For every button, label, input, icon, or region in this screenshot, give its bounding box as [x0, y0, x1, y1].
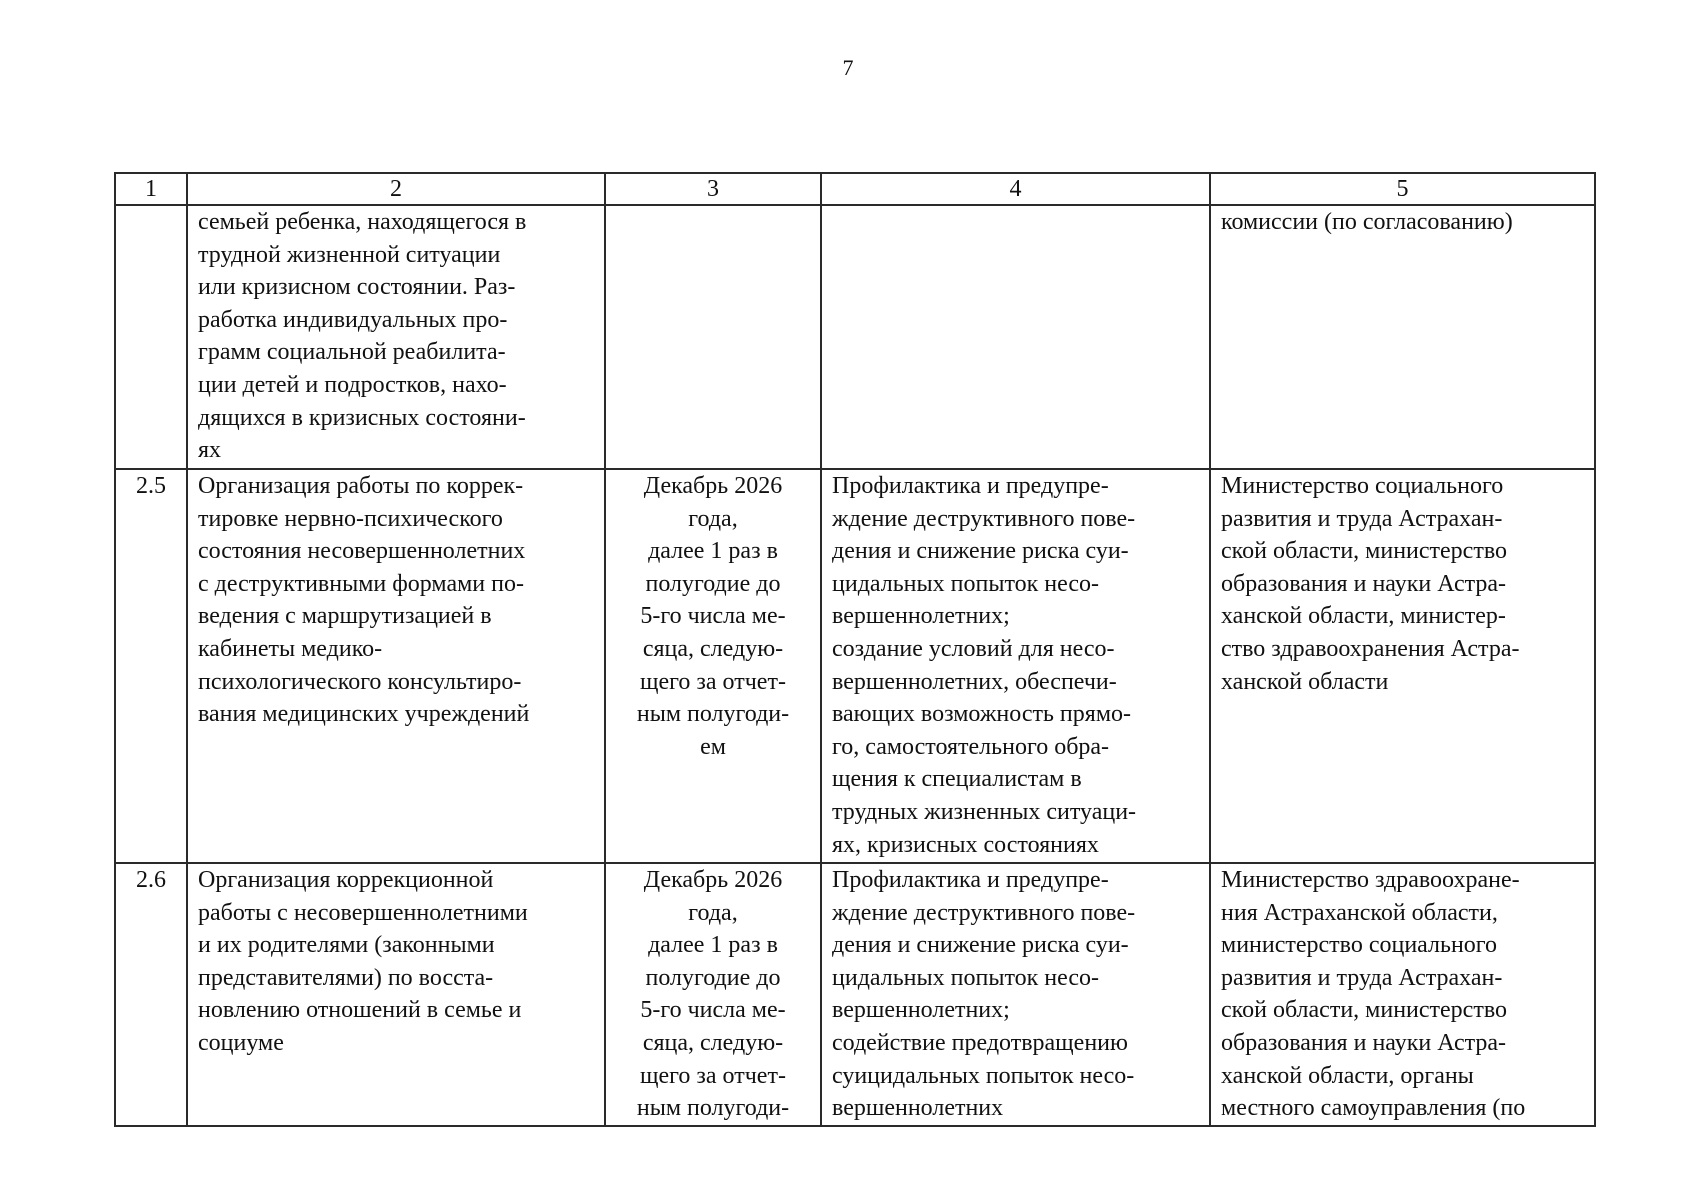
cell-text-line: ния Астраханской области,	[1221, 899, 1498, 926]
column-header-1: 1	[115, 173, 187, 205]
table-row	[115, 469, 1595, 863]
cell-text-line: далее 1 раз в	[648, 932, 778, 959]
cell-text-line: Организация коррекционной	[198, 867, 494, 893]
cell-text-line: Министерство здравоохране-	[1221, 867, 1520, 893]
cell-text-line: и их родителями (законными	[198, 932, 495, 959]
cell-text-line: грамм социальной реабилита-	[198, 339, 506, 366]
cell-text-line: щего за отчет-	[640, 668, 786, 695]
cell-text-line: цидальных попыток несо-	[832, 570, 1100, 597]
result-cell	[821, 469, 1210, 863]
cell-text-line: полугодие до	[645, 570, 781, 597]
cell-text-line: или кризисном состоянии. Раз-	[198, 274, 516, 301]
deadline-cell	[605, 469, 821, 863]
cell-text-line: ханской области, министер-	[1221, 603, 1506, 630]
cell-text-line: вания медицинских учреждений	[198, 701, 530, 728]
row-number-cell: 2.5	[115, 469, 187, 863]
cell-text-line: развития и труда Астрахан-	[1221, 964, 1503, 991]
responsible-cell	[1210, 205, 1595, 469]
column-header-5: 5	[1210, 173, 1595, 205]
cell-text-line: Профилактика и предупре-	[832, 473, 1109, 499]
cell-text-line: ях	[198, 437, 222, 464]
cell-text-line: работка индивидуальных про-	[198, 306, 508, 333]
cell-text-line: ство здравоохранения Астра-	[1221, 635, 1520, 662]
cell-text-line: ской области, министерство	[1221, 997, 1507, 1024]
activity-cell	[187, 863, 605, 1126]
cell-text-line: социуме	[198, 1029, 284, 1056]
cell-text-line: Декабрь 2026	[643, 867, 783, 893]
cell-text-line: ждение деструктивного пове-	[832, 505, 1136, 532]
cell-text-line: Декабрь 2026	[643, 473, 783, 499]
row-number-cell: 2.6	[115, 863, 187, 1126]
cell-text-line: образования и науки Астра-	[1221, 570, 1507, 597]
cell-text-line: трудных жизненных ситуаци-	[832, 798, 1137, 825]
cell-text-line: ждение деструктивного пове-	[832, 899, 1136, 926]
cell-text-line: 5-го числа ме-	[640, 603, 786, 630]
cell-text-line: кабинеты медико-	[198, 635, 383, 662]
row-number-cell	[115, 205, 187, 469]
cell-text-line: Организация работы по коррек-	[198, 473, 524, 499]
activity-cell	[187, 469, 605, 863]
cell-text-line: ской области, министерство	[1221, 538, 1507, 565]
cell-text-line: содействие предотвращению	[832, 1029, 1128, 1056]
table-header-row	[115, 173, 1595, 205]
cell-text-line: Министерство социального	[1221, 473, 1504, 499]
column-header-3: 3	[605, 173, 821, 205]
cell-text-line: состояния несовершеннолетних	[198, 538, 526, 565]
cell-text-line: суицидальных попыток несо-	[832, 1062, 1135, 1089]
cell-text-line: цидальных попыток несо-	[832, 964, 1100, 991]
cell-text-line: министерство социального	[1221, 932, 1498, 959]
cell-text-line: ем	[700, 733, 726, 760]
cell-text-line: с деструктивными формами по-	[198, 570, 524, 597]
cell-text-line: ным полугоди-	[636, 1095, 790, 1122]
cell-text-line: 5-го числа ме-	[640, 997, 786, 1024]
responsible-cell	[1210, 863, 1595, 1126]
cell-text-line: ции детей и подростков, нахо-	[198, 371, 507, 398]
cell-text-line: вершеннолетних;	[832, 603, 1010, 630]
cell-text-line: ях, кризисных состояниях	[832, 831, 1099, 858]
table-row	[115, 205, 1595, 469]
cell-text-line: ханской области, органы	[1221, 1062, 1474, 1089]
cell-text-line: сяца, следую-	[642, 635, 784, 662]
cell-text-line: вершеннолетних	[832, 1095, 1004, 1122]
cell-text-line: развития и труда Астрахан-	[1221, 505, 1503, 532]
page-number: 7	[842, 55, 854, 80]
cell-text-line: щего за отчет-	[640, 1062, 786, 1089]
cell-text-line: вающих возможность прямо-	[832, 701, 1131, 728]
measures-table	[114, 172, 1596, 1127]
cell-text-line: вершеннолетних;	[832, 997, 1010, 1024]
cell-text-line: представителями) по восста-	[198, 964, 494, 991]
cell-text-line: дения и снижение риска суи-	[832, 538, 1129, 565]
cell-text-line: дения и снижение риска суи-	[832, 932, 1129, 959]
cell-text-line: психологического консультиро-	[198, 668, 522, 695]
cell-text-line: работы с несовершеннолетними	[198, 899, 528, 926]
cell-text-line: ным полугоди-	[636, 701, 790, 728]
table-row	[115, 863, 1595, 1126]
cell-text-line: дящихся в кризисных состояни-	[198, 404, 526, 431]
cell-text-line: года,	[688, 505, 738, 532]
cell-text-line: далее 1 раз в	[648, 538, 778, 565]
cell-text-line: щения к специалистам в	[832, 766, 1082, 793]
deadline-cell	[605, 863, 821, 1126]
cell-text-line: семьей ребенка, находящегося в	[198, 209, 527, 235]
cell-text-line: вершеннолетних, обеспечи-	[832, 668, 1117, 695]
cell-text-line: Профилактика и предупре-	[832, 867, 1109, 893]
responsible-cell	[1210, 469, 1595, 863]
column-header-2: 2	[187, 173, 605, 205]
deadline-cell	[605, 205, 821, 469]
activity-cell	[187, 205, 605, 469]
cell-text-line: новлению отношений в семье и	[198, 997, 522, 1024]
result-cell	[821, 205, 1210, 469]
cell-text-line: ханской области	[1221, 668, 1389, 695]
cell-text-line: ведения с маршрутизацией в	[198, 603, 492, 630]
cell-text-line: сяца, следую-	[642, 1029, 784, 1056]
cell-text-line: тировке нервно-психического	[198, 505, 503, 532]
cell-text-line: образования и науки Астра-	[1221, 1029, 1507, 1056]
result-cell	[821, 863, 1210, 1126]
cell-text-line: трудной жизненной ситуации	[198, 241, 501, 268]
cell-text-line: го, самостоятельного обра-	[832, 733, 1110, 760]
cell-text-line: года,	[688, 899, 738, 926]
cell-text-line: местного самоуправления (по	[1221, 1095, 1526, 1122]
cell-text-line: комиссии (по согласованию)	[1221, 209, 1513, 235]
cell-text-line: полугодие до	[645, 964, 781, 991]
cell-text-line: создание условий для несо-	[832, 635, 1115, 662]
column-header-4: 4	[821, 173, 1210, 205]
